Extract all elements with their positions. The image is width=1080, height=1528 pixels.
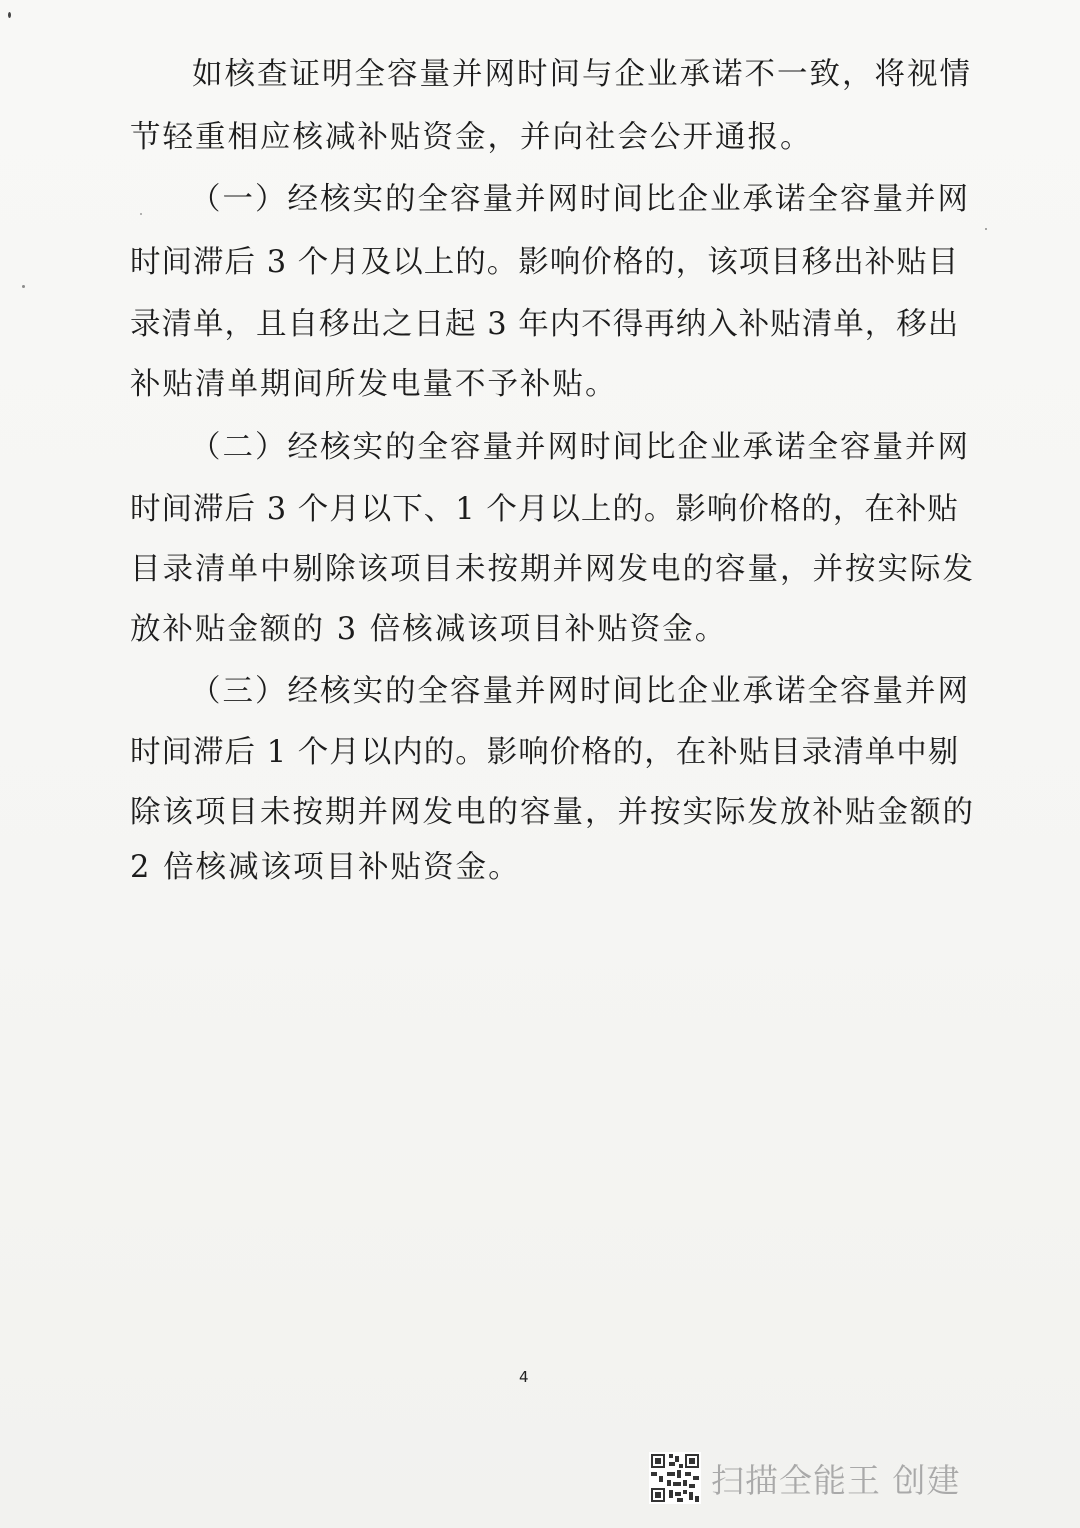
paragraph-line: （三）经核实的全容量并网时间比企业承诺全容量并网: [190, 674, 970, 709]
paragraph-line: 录清单，且自移出之日起 3 年内不得再纳入补贴清单，移出: [130, 307, 960, 342]
paragraph-line: 补贴清单期间所发电量不予补贴。: [130, 367, 618, 402]
paragraph-line: （一）经核实的全容量并网时间比企业承诺全容量并网: [190, 182, 970, 217]
paragraph-line: 除该项目未按期并网发电的容量，并按实际发放补贴金额的: [130, 795, 975, 830]
scan-speck: [985, 228, 987, 230]
paragraph-line: 目录清单中剔除该项目未按期并网发电的容量，并按实际发: [130, 552, 975, 587]
qr-code-icon: [649, 1452, 701, 1504]
paragraph-line: 放补贴金额的 3 倍核减该项目补贴资金。: [130, 612, 728, 647]
scanner-watermark: [649, 1448, 961, 1508]
paragraph-line: 节轻重相应核减补贴资金，并向社会公开通报。: [130, 120, 813, 155]
scan-speck: [22, 285, 25, 288]
paragraph-line: 时间滞后 1 个月以内的。影响价格的，在补贴目录清单中剔: [130, 735, 960, 770]
paragraph-line: 2 倍核减该项目补贴资金。: [130, 850, 521, 885]
paragraph-line: （二）经核实的全容量并网时间比企业承诺全容量并网: [190, 430, 970, 465]
scan-speck: [8, 12, 11, 18]
scan-speck: [140, 213, 142, 215]
page-number: 4: [519, 1368, 529, 1386]
paragraph-line: 如核查证明全容量并网时间与企业承诺不一致，将视情: [192, 57, 972, 92]
paragraph-line: 时间滞后 3 个月以下、1 个月以上的。影响价格的，在补贴: [130, 492, 959, 527]
paragraph-line: 时间滞后 3 个月及以上的。影响价格的，该项目移出补贴目: [130, 245, 960, 280]
watermark-text: 扫描全能王 创建: [711, 1460, 961, 1500]
